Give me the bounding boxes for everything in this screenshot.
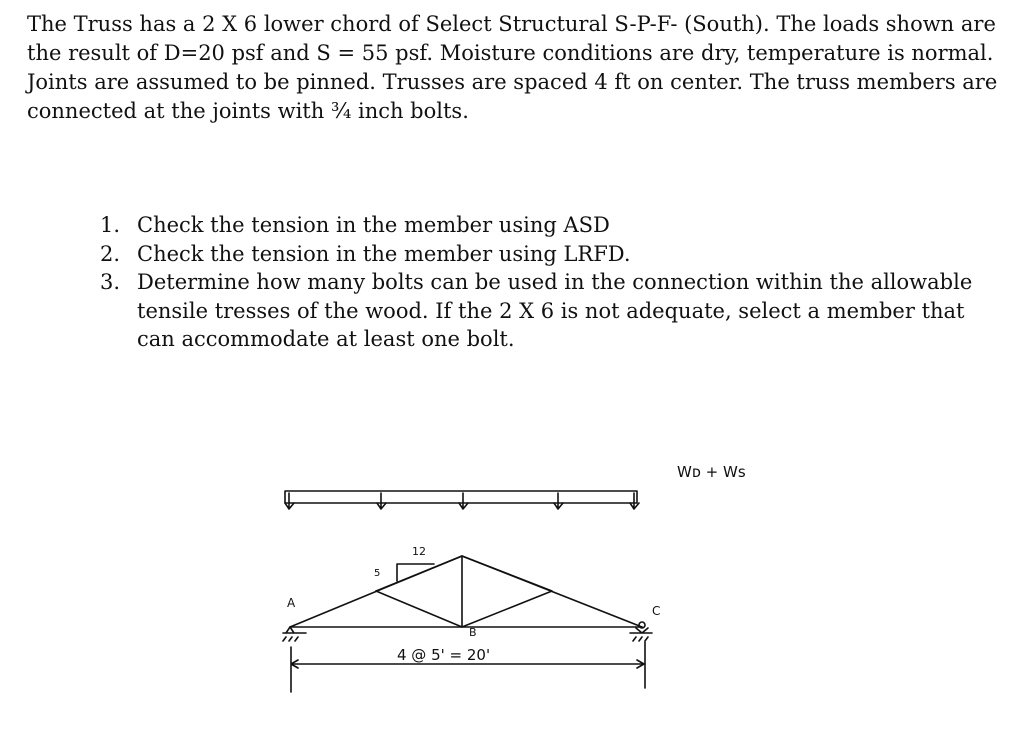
- task-text: Check the tension in the member using ASD: [137, 213, 610, 237]
- task-number: 1.: [100, 213, 121, 237]
- distributed-load-bar: [285, 491, 637, 503]
- roller-support-c: [630, 628, 652, 641]
- slope-rise-label: 5: [374, 568, 381, 579]
- slope-run-label: 12: [412, 545, 426, 558]
- load-arrows: [285, 493, 639, 509]
- task-number: 3.: [100, 270, 121, 294]
- node-c-label: C: [652, 604, 661, 618]
- node-b-label: B: [469, 626, 477, 639]
- load-label: Wᴅ + Ws: [677, 463, 746, 481]
- web-members-right: [376, 556, 552, 627]
- slope-indicator: [397, 564, 434, 581]
- node-a-label: A: [287, 596, 296, 610]
- problem-statement: The Truss has a 2 X 6 lower chord of Select Structural S-P-F- (South). The loads shown are the result of D=20 psf and S = 55 psf. Moisture conditions are dry, temperature is normal. Joints are assumed to be pinned. Trusses are spaced 4 ft on center. The truss members are connected at the joints with ¾ inch bolts.: [27, 12, 998, 123]
- truss-members: [290, 556, 642, 627]
- pin-support-a: [283, 627, 306, 641]
- task-text: Determine how many bolts can be used in the connection within the allowable tensile tresses of the wood. If the 2 X 6 is not adequate, select a member that can accommodate at least one bolt.: [137, 270, 973, 351]
- task-number: 2.: [100, 241, 121, 266]
- web-members-left: [376, 556, 462, 627]
- span-label: 4 @ 5' = 20': [397, 646, 491, 664]
- task-text: Check the tension in the member using LRFD.: [137, 241, 631, 266]
- top-chord: [290, 556, 642, 627]
